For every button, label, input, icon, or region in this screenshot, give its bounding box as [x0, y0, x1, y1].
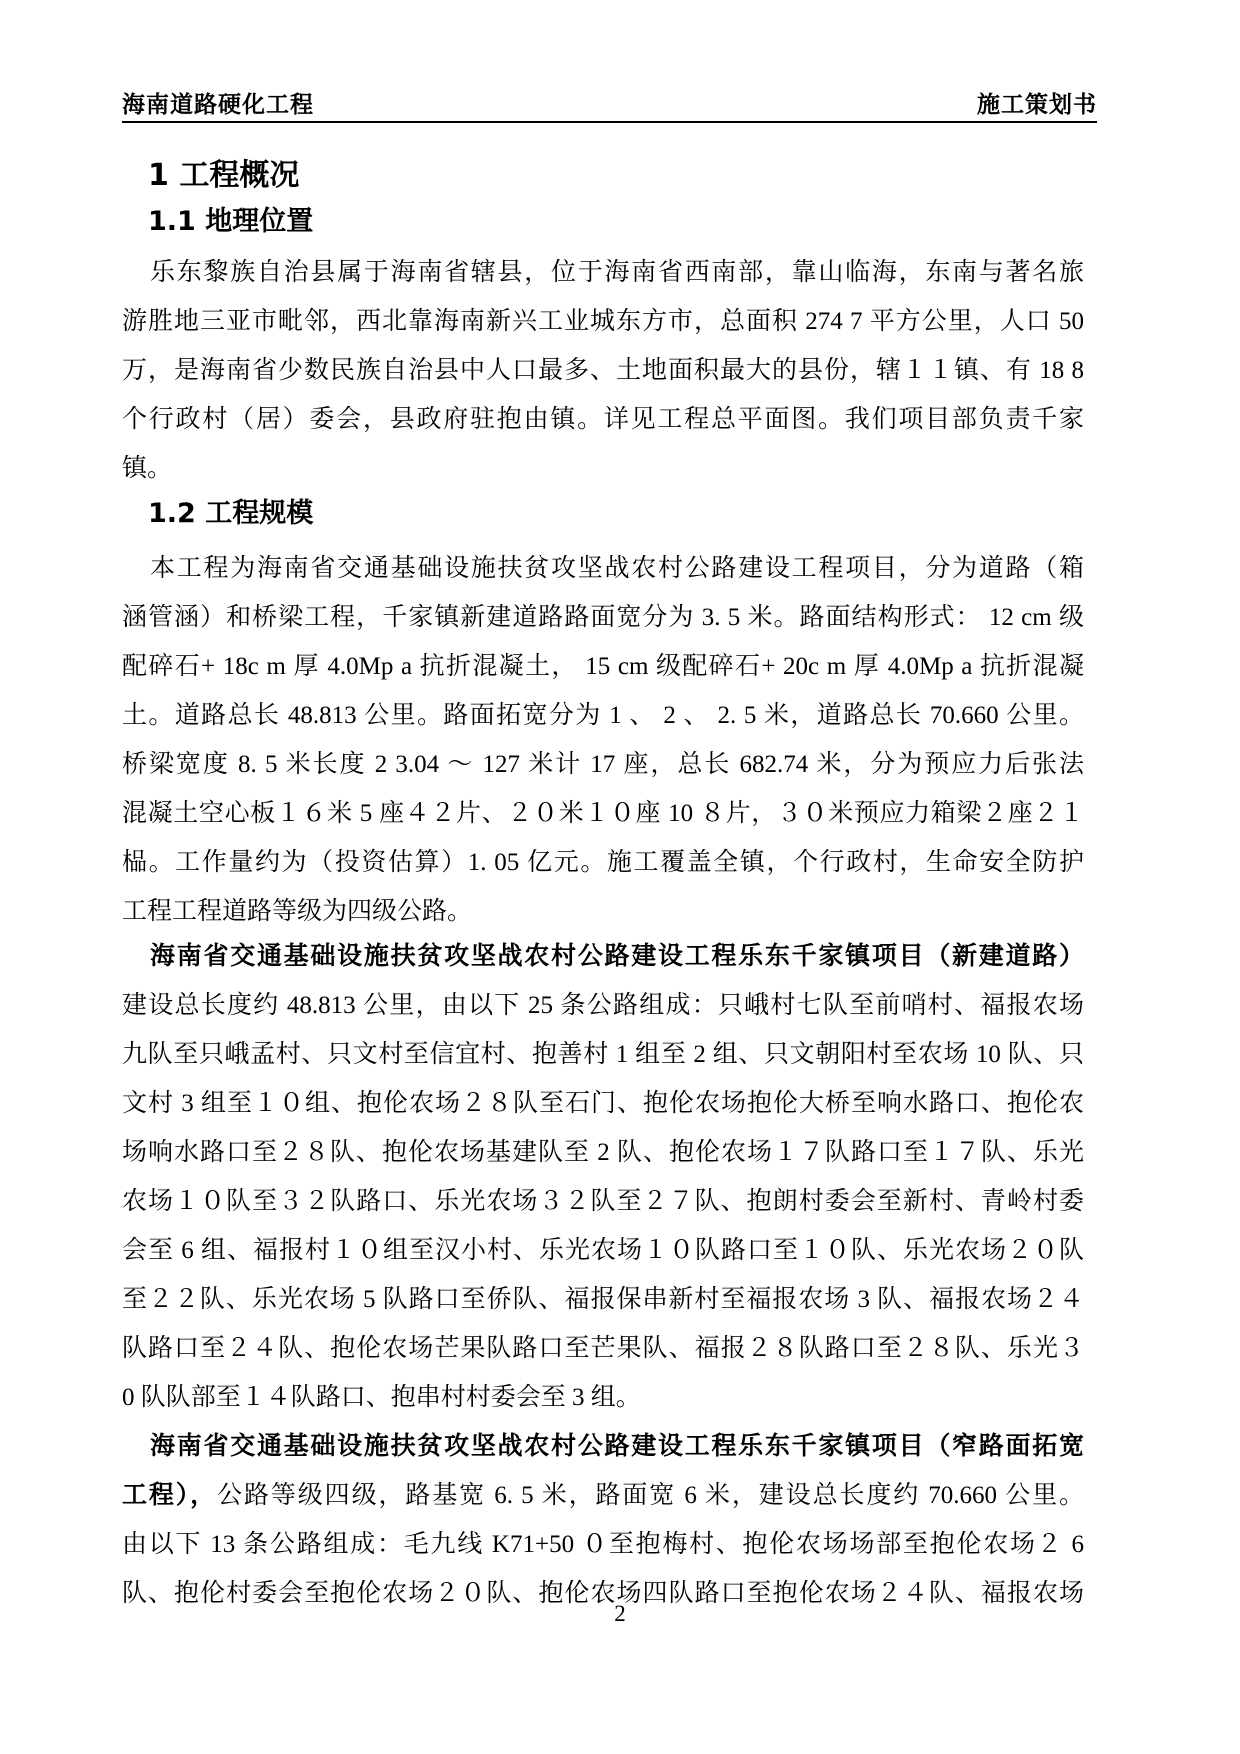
text-run: 榀。工作量约为（投资估算）1. 05 亿元。施工覆盖全镇，个行政村，生命安全防护	[122, 849, 1084, 876]
heading-project-scale: 1.2 工程规模	[148, 498, 314, 529]
paragraph-new-road-project	[122, 932, 1084, 1422]
text-run: 农场１０队至３２队路口、乐光农场３２队至２７队、抱朗村委会至新村、青岭村委	[122, 1188, 1084, 1215]
text-line	[122, 1079, 1084, 1128]
paragraph-location	[122, 248, 1084, 493]
text-line	[122, 544, 1084, 593]
text-run: 公路等级四级，路基宽 6. 5 米，路面宽 6 米，建设总长度约 70.660 公里。	[217, 1482, 1084, 1509]
text-run: 镇。	[122, 455, 173, 482]
text-run: 配碎石+ 18c m 厚 4.0Mp a 抗折混凝土， 15 cm 级配碎石+ 20c m 厚 4.0Mp a 抗折混凝	[122, 653, 1084, 680]
text-line	[122, 1520, 1084, 1569]
text-line	[122, 1422, 1084, 1471]
text-line	[122, 838, 1084, 887]
text-line	[122, 346, 1084, 395]
text-run: 建设总长度约 48.813 公里，由以下 25 条公路组成：只峨村七队至前哨村、福报农场	[122, 992, 1084, 1019]
text-run: 土。道路总长 48.813 公里。路面拓宽分为 1 、 2 、 2. 5 米，道路总长 70.660 公里。	[122, 702, 1084, 729]
text-line	[122, 691, 1084, 740]
paragraph-scale	[122, 544, 1084, 936]
heading-geographic-location: 1.1 地理位置	[148, 206, 314, 237]
text-line	[122, 887, 1084, 936]
text-line	[122, 1373, 1084, 1422]
text-run: 文村 3 组至１０组、抱伦农场２８队至石门、抱伦农场抱伦大桥至响水路口、抱伦农	[122, 1090, 1084, 1117]
text-run: 队、抱伦村委会至抱伦农场２０队、抱伦农场四队路口至抱伦农场２４队、福报农场	[122, 1580, 1084, 1607]
text-line	[122, 642, 1084, 691]
text-line	[122, 740, 1084, 789]
text-line	[122, 444, 1084, 493]
page-number: 2	[614, 1601, 626, 1626]
text-line	[122, 248, 1084, 297]
text-run: 涵管涵）和桥梁工程，千家镇新建道路路面宽分为 3. 5 米。路面结构形式： 12 cm 级	[122, 604, 1084, 631]
text-run: 会至 6 组、福报村１０组至汉小村、乐光农场１０队路口至１０队、乐光农场２０队	[122, 1237, 1084, 1264]
text-line	[122, 395, 1084, 444]
text-run: 0 队队部至１４队路口、抱串村村委会至 3 组。	[122, 1384, 641, 1411]
text-line	[122, 1471, 1084, 1520]
text-run: 工程工程道路等级为四级公路。	[122, 898, 473, 925]
text-line	[122, 981, 1084, 1030]
header-doc-type: 施工策划书	[977, 91, 1097, 118]
text-run: 游胜地三亚市毗邻，西北靠海南新兴工业城东方市，总面积 274 7 平方公里，人口 50	[122, 308, 1084, 335]
heading-project-overview: 1 工程概况	[148, 158, 300, 193]
text-line	[122, 1030, 1084, 1079]
text-run: 至２２队、乐光农场 5 队路口至侨队、福报保串新村至福报农场 3 队、福报农场２４	[122, 1286, 1084, 1313]
text-run: 混凝土空心板１６米 5 座４２片、２０米１０座 10 ８片，３０米预应力箱梁２座２１	[122, 800, 1084, 827]
text-run: 九队至只峨孟村、只文村至信宜村、抱善村 1 组至 2 组、只文朝阳村至农场 10 队、只	[122, 1041, 1084, 1068]
text-line	[122, 1226, 1084, 1275]
text-run: 场响水路口至２８队、抱伦农场基建队至 2 队、抱伦农场１７队路口至１７队、乐光	[122, 1139, 1084, 1166]
text-run: 个行政村（居）委会，县政府驻抱由镇。详见工程总平面图。我们项目部负责千家	[122, 406, 1084, 433]
text-line	[122, 932, 1084, 981]
text-line	[122, 1128, 1084, 1177]
text-run: 万，是海南省少数民族自治县中人口最多、土地面积最大的县份，辖１１镇、有 18 8	[122, 357, 1084, 384]
text-line	[122, 297, 1084, 346]
text-run: 乐东黎族自治县属于海南省辖县，位于海南省西南部，靠山临海，东南与著名旅	[150, 259, 1084, 286]
paragraph-widening-project	[122, 1422, 1084, 1618]
bold-text-run: 工程），	[122, 1482, 218, 1509]
bold-text-run: 海南省交通基础设施扶贫攻坚战农村公路建设工程乐东千家镇项目（新建道路）	[150, 943, 1084, 970]
text-line	[122, 1275, 1084, 1324]
bold-text-run: 海南省交通基础设施扶贫攻坚战农村公路建设工程乐东千家镇项目（窄路面拓宽	[150, 1433, 1084, 1460]
document-body	[122, 0, 1084, 1618]
text-line	[122, 1177, 1084, 1226]
header-project-title: 海南道路硬化工程	[122, 91, 314, 118]
text-line	[122, 1324, 1084, 1373]
text-line	[122, 593, 1084, 642]
text-run: 队路口至２４队、抱伦农场芒果队路口至芒果队、福报２８队路口至２８队、乐光３	[122, 1335, 1084, 1362]
text-run: 本工程为海南省交通基础设施扶贫攻坚战农村公路建设工程项目，分为道路（箱	[150, 555, 1084, 582]
text-run: 桥梁宽度 8. 5 米长度 2 3.04 ～ 127 米计 17 座，总长 682.74 米，分为预应力后张法	[122, 751, 1084, 778]
text-run: 由以下 13 条公路组成：毛九线 K71+50 ０至抱梅村、抱伦农场场部至抱伦农场２ 6	[122, 1531, 1084, 1558]
text-line	[122, 789, 1084, 838]
